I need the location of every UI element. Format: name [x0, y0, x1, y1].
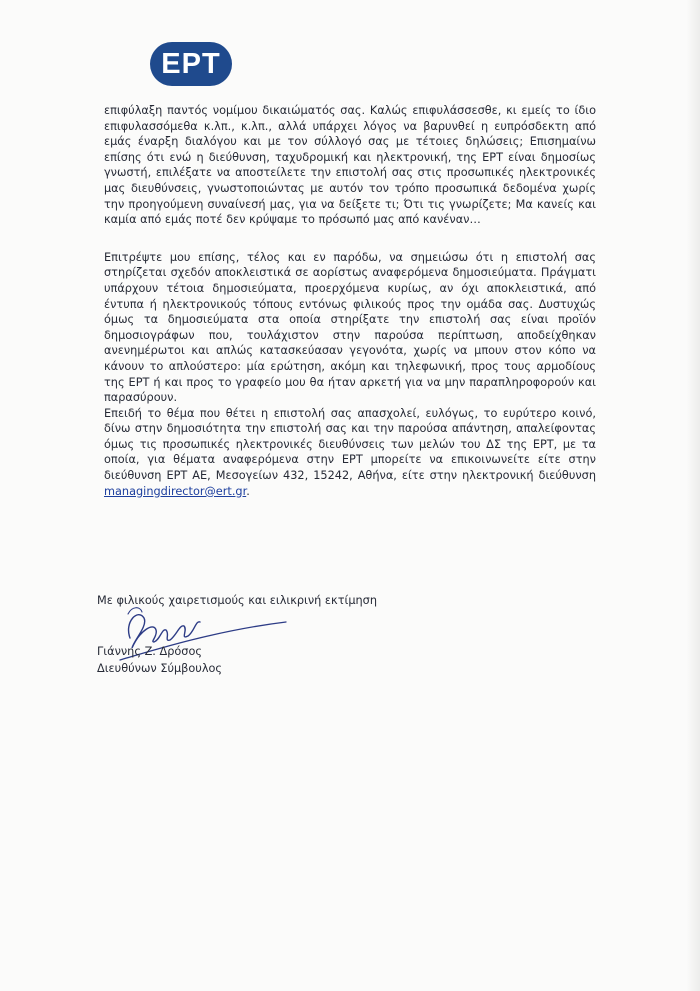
paragraph-3-text: Επειδή το θέμα που θέτει η επιστολή σας απασχολεί, ευλόγως, το ευρύτερο κοινό, δίνω στην δημοσιότητα την επιστολή σας και την παρούσα απάντηση, απαλείφοντας όμως τις προσωπικές ηλεκτρονικές διευθύνσεις των μελών του ΔΣ της ΕΡΤ, με τα οποία, για θέματα αναφερόμενα στην ΕΡΤ μπορείτε να επικοινωνείτε είτε στην διεύθυνση ΕΡΤ ΑΕ, Μεσογείων 432, 15242, Αθήνα, είτε στην ηλεκτρονική διεύθυνση: [104, 406, 596, 483]
paragraph-3-end: .: [246, 484, 250, 498]
paragraph-3: [104, 406, 596, 500]
ert-logo: ΕΡΤ: [150, 42, 232, 86]
signer-title: Διευθύνων Σύμβουλος: [97, 662, 223, 675]
paragraph-1: επιφύλαξη παντός νομίμου δικαιώματός σας. Καλώς επιφυλάσσεσθε, κι εμείς το ίδιο επιφυλασσόμεθα κ.λπ., κ.λπ., αλλά υπάρχει λόγος να βαρυνθεί η ευπρόσδεκτη από εμάς έναρξη διαλόγου και με τον σύλλογό σας με τέτοιες δηλώσεις; Επισημαίνω επίσης ότι ενώ η διεύθυνση, ταχυδρομική και ηλεκτρονική, της ΕΡΤ είναι δημοσίως γνωστή, επιλέξατε να αποστείλετε την επιστολή σας στις προσωπικές ηλεκτρονικές μας διευθύνσεις, γνωστοποιώντας με αυτόν τον τρόπο προσωπικά δεδομένα χωρίς την προηγούμενη συναίνεσή μας, για να δείξετε τι; Ότι τις γνωρίζετε; Μα κανείς και καμία από εμάς ποτέ δεν κρύψαμε το πρόσωπό μας από κανέναν…: [104, 104, 596, 227]
signer-block: [97, 643, 222, 677]
page-edge-shadow: [686, 0, 700, 991]
closing-line: Με φιλικούς χαιρετισμούς και ειλικρινή εκτίμηση: [97, 594, 377, 607]
paragraph-2: Επιτρέψτε μου επίσης, τέλος και εν παρόδω, να σημειώσω ότι η επιστολή σας στηρίζεται σχεδόν αποκλειστικά σε αορίστως αναφερόμενα δημοσιεύματα. Πράγματι υπάρχουν τέτοια δημοσιεύματα, προερχόμενα κυρίως, αν όχι αποκλειστικά, από έντυπα ή ηλεκτρονικούς τόπους εντόνως φιλικούς προς την ομάδα σας. Δυστυχώς όμως τα δημοσιεύματα στα οποία στηρίξατε την επιστολή σας είναι προϊόν δημοσιογράφων που, τουλάχιστον στην παρούσα περίπτωση, αποδείχθηκαν ανενημέρωτοι και απλώς κατασκεύασαν γεγονότα, χωρίς να μπουν στον κόπο να κάνουν το απλούστερο: μία ερώτηση, ακόμη και τηλεφωνική, προς τους αρμοδίους της ΕΡΤ ή και προς το γραφείο μου θα ήταν αρκετή για να μην παραπληροφορούν και παρασύρουν.: [104, 250, 596, 405]
email-link[interactable]: managingdirector@ert.gr: [104, 484, 247, 498]
signer-name: Γιάννης Ζ. Δρόσος: [97, 645, 202, 658]
letter-body: [104, 103, 596, 499]
paragraph-gap: [104, 228, 596, 250]
